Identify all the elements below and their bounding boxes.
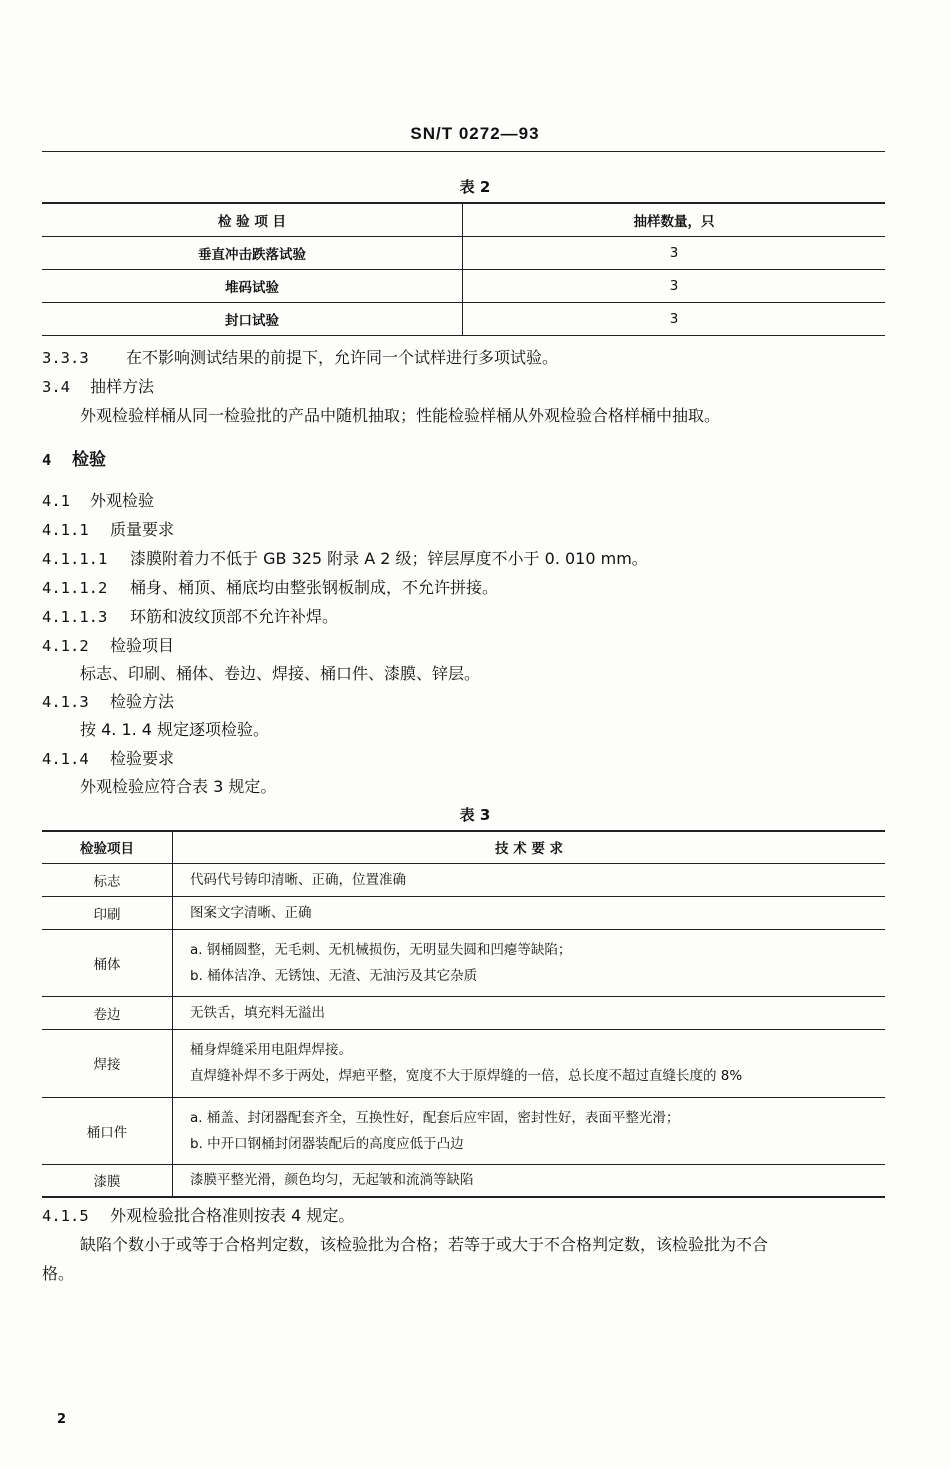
clause-4-1-2-heading (42, 633, 174, 656)
table-cell-item: 焊接 (42, 1029, 173, 1097)
clause-title: 质量要求 (110, 520, 175, 539)
table-cell-qty: 3 (463, 237, 886, 270)
clause-title: 抽样方法 (90, 377, 155, 396)
clause-number: 3.3.3 (42, 349, 89, 367)
table3-caption: 表 3 (459, 806, 491, 824)
clause-text: 外观检验批合格准则按表 4 规定。 (110, 1206, 355, 1225)
clause-4-1-4-heading (42, 746, 174, 769)
clause-number: 4.1.3 (42, 693, 89, 711)
clause-number: 4.1.1.1 (42, 550, 108, 568)
clause-number: 4.1.2 (42, 637, 89, 655)
clause-4-1-3-text: 按 4. 1. 4 规定逐项检验。 (80, 720, 270, 739)
table-cell-requirement: 无铁舌，填充料无溢出 (173, 996, 886, 1029)
clause-4-1-5 (42, 1203, 354, 1226)
header-rule (42, 151, 885, 152)
section-title: 检验 (72, 450, 106, 470)
clause-4-1-3-heading (42, 689, 174, 712)
requirement-line: a. 桶盖、封闭器配套齐全，互换性好，配套后应牢固，密封性好，表面平整光滑； (190, 1109, 680, 1126)
table-cell-item: 堆码试验 (42, 270, 463, 303)
table-cell-requirement: 图案文字清晰、正确 (173, 896, 886, 929)
requirement-line: 桶身焊缝采用电阻焊焊接。 (190, 1042, 352, 1058)
table-row (42, 1029, 885, 1097)
table-row (42, 996, 885, 1029)
clause-text: 漆膜附着力不低于 GB 325 附录 A 2 级；锌层厚度不小于 0. 010 mm。 (130, 549, 648, 568)
table-cell-item: 桶口件 (42, 1097, 173, 1164)
table-row (42, 896, 885, 929)
clause-text: 在不影响测试结果的前提下，允许同一个试样进行多项试验。 (126, 348, 559, 367)
requirement-line: b. 中开口钢桶封闭器装配后的高度应低于凸边 (190, 1135, 464, 1152)
table-header-cell: 检验项目 (42, 831, 173, 863)
requirement-line: a. 钢桶圆整，无毛刺、无机械损伤，无明显失圆和凹瘪等缺陷； (190, 941, 572, 958)
table-header-row (42, 831, 885, 863)
table-cell-qty: 3 (463, 270, 886, 303)
clause-number: 4.1.1.3 (42, 608, 108, 626)
clause-4-1-1-3 (42, 604, 338, 627)
clause-4-1-heading (42, 488, 154, 511)
clause-text: 环筋和波纹顶部不允许补焊。 (130, 607, 339, 626)
clause-number: 4.1.5 (42, 1207, 89, 1225)
table-header-cell: 技 术 要 求 (494, 841, 564, 858)
table-row (42, 1164, 885, 1197)
table-cell-item: 漆膜 (42, 1164, 173, 1197)
table-cell-item: 桶体 (42, 929, 173, 996)
table-row (42, 863, 885, 896)
table-cell-item: 封口试验 (42, 303, 463, 336)
table-cell-qty: 3 (463, 303, 886, 336)
clause-number: 4.1 (42, 492, 70, 510)
clause-text: 桶身、桶顶、桶底均由整张钢板制成，不允许拼接。 (130, 578, 499, 597)
clause-4-1-1-1 (42, 546, 648, 569)
requirement-line: b. 桶体洁净、无锈蚀、无渣、无油污及其它杂质 (190, 967, 478, 984)
clause-title: 检验项目 (110, 636, 175, 655)
clause-4-1-5-body-line2: 格。 (42, 1264, 75, 1283)
table-cell-item: 卷边 (42, 996, 173, 1029)
clause-3-4-heading (42, 374, 154, 397)
table3 (42, 830, 885, 1198)
clause-3-3-3 (42, 345, 558, 368)
table-cell-requirement (173, 1097, 886, 1164)
table-row (42, 1097, 885, 1164)
clause-4-1-5-body-line1: 缺陷个数小于或等于合格判定数，该检验批为合格；若等于或大于不合格判定数，该检验批为不合 (80, 1235, 769, 1254)
section-4-heading (42, 445, 106, 470)
table-cell-item: 标志 (42, 863, 173, 896)
table-cell-item: 印刷 (42, 896, 173, 929)
table-header-cell: 检 验 项 目 (42, 203, 463, 237)
table2 (42, 202, 885, 336)
table-cell-item: 垂直冲击跌落试验 (42, 237, 463, 270)
clause-title: 检验要求 (110, 749, 175, 768)
table-row (42, 270, 885, 303)
table-cell-requirement: 漆膜平整光滑，颜色均匀，无起皱和流淌等缺陷 (173, 1164, 886, 1197)
clause-number: 3.4 (42, 378, 70, 396)
clause-4-1-4-text: 外观检验应符合表 3 规定。 (80, 777, 277, 796)
table-cell-requirement: 代码代号铸印清晰、正确，位置准确 (173, 863, 886, 896)
clause-title: 检验方法 (110, 692, 175, 711)
table-header-row (42, 203, 885, 237)
page-number: 2 (57, 1412, 67, 1427)
clause-4-1-2-text: 标志、印刷、桶体、卷边、焊接、桶口件、漆膜、锌层。 (80, 664, 481, 683)
clause-number: 4.1.1.2 (42, 579, 108, 597)
document-code: SN/T 0272—93 (410, 124, 540, 143)
table2-caption: 表 2 (459, 178, 491, 196)
clause-4-1-1-2 (42, 575, 498, 598)
table-header-cell: 抽样数量，只 (633, 214, 715, 230)
clause-number: 4.1.4 (42, 750, 89, 768)
table-row (42, 929, 885, 996)
clause-title: 外观检验 (90, 491, 155, 510)
clause-4-1-1-heading (42, 517, 174, 540)
table-cell-requirement (173, 929, 886, 996)
table-row (42, 303, 885, 336)
requirement-line: 直焊缝补焊不多于两处，焊疤平整，宽度不大于原焊缝的一倍，总长度不超过直缝长度的 8% (190, 1068, 743, 1084)
table-cell-requirement (173, 1029, 886, 1097)
table-row (42, 237, 885, 270)
clause-number: 4.1.1 (42, 521, 89, 539)
section-number: 4 (42, 451, 52, 469)
clause-3-4-text: 外观检验样桶从同一检验批的产品中随机抽取；性能检验样桶从外观检验合格样桶中抽取。 (80, 406, 721, 425)
